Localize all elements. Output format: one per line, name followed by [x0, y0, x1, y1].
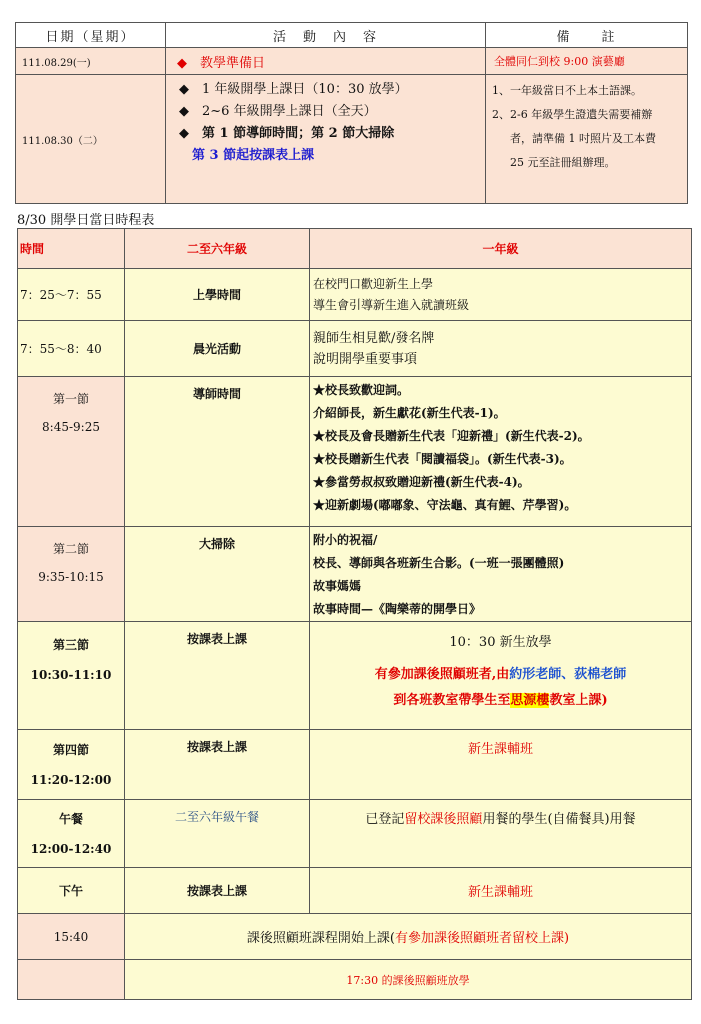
- schedule-header-row: [18, 229, 692, 269]
- grades-2-6-cell: 按課表上課: [125, 730, 310, 800]
- grade-1-cell: 在校門口歡迎新生上學 導生會引導新生進入就讀班級: [310, 269, 692, 321]
- time-cell: 7：55～8：40: [18, 321, 125, 377]
- grades-2-6-cell: 導師時間: [125, 377, 310, 527]
- time-cell: 7：25～7：55: [18, 269, 125, 321]
- header-time: 時間: [18, 229, 125, 269]
- grade-1-cell: 新生課輔班: [310, 868, 692, 914]
- activity-item: ◆ 1 年級開學上課日（10：30 放學）: [176, 79, 485, 101]
- time-cell: [18, 960, 125, 1000]
- activity-list-cell: [166, 75, 486, 204]
- time-cell: 午餐 12:00-12:40: [18, 800, 125, 868]
- merged-cell: 17:30 的課後照顧班放學: [125, 960, 692, 1000]
- grades-2-6-cell: 大掃除: [125, 527, 310, 622]
- schedule-row: [18, 377, 692, 527]
- activity-text: 教學準備日: [200, 55, 266, 71]
- highlight-building: 思源樓: [510, 693, 550, 708]
- grade-1-cell: [310, 622, 692, 730]
- note-cell: 全體同仁到校 9:00 演藝廳: [486, 48, 688, 75]
- time-cell: 第四節 11:20-12:00: [18, 730, 125, 800]
- grade-1-cell: 親師生相見歡/發名牌 說明開學重要事項: [310, 321, 692, 377]
- time-cell: 第二節 9:35-10:15: [18, 527, 125, 622]
- diamond-bullet: ◆: [179, 104, 189, 119]
- calendar-row-0830: [16, 75, 688, 204]
- schedule-row: [18, 527, 692, 622]
- grade-1-cell: 附小的祝福/ 校長、導師與各班新生合影。(一班一張團體照) 故事媽媽 故事時間—《陶樂蒂的開學日》: [310, 527, 692, 622]
- notes-cell: [486, 75, 688, 204]
- schedule-row: [18, 960, 692, 1000]
- time-cell: 下午: [18, 868, 125, 914]
- time-cell: 15:40: [18, 914, 125, 960]
- diamond-bullet: ◆: [179, 126, 189, 141]
- merged-cell: 課後照顧班課程開始上課(有參加課後照顧班者留校上課): [125, 914, 692, 960]
- schedule-row: [18, 868, 692, 914]
- header-grades-2-6: 二至六年級: [125, 229, 310, 269]
- grade-1-cell: 已登記留校課後照顧用餐的學生(自備餐具)用餐: [310, 800, 692, 868]
- schedule-row: [18, 269, 692, 321]
- after-school-note: 到各班教室帶學生至思源樓教室上課): [393, 693, 608, 708]
- grades-2-6-cell: 上學時間: [125, 269, 310, 321]
- time-cell: 第一節 8:45-9:25: [18, 377, 125, 527]
- schedule-table: [17, 228, 692, 1000]
- after-school-note: 有參加課後照顧班者,由約形老師、荻棉老師: [374, 667, 627, 682]
- schedule-row: [18, 730, 692, 800]
- activity-item-blue: 第 3 節起按課表上課: [192, 148, 315, 163]
- grades-2-6-cell: 按課表上課: [125, 622, 310, 730]
- header-date: 日期（星期）: [16, 23, 166, 48]
- note-line: 者，請準備 1 吋照片及工本費: [510, 132, 656, 145]
- header-grade-1: 一年級: [310, 229, 692, 269]
- time-cell: 第三節 10:30-11:10: [18, 622, 125, 730]
- activity-item: ◆ 2~6 年級開學上課日（全天）: [176, 101, 485, 123]
- header-activity: 活 動 內 容: [166, 23, 486, 48]
- grades-2-6-cell: 晨光活動: [125, 321, 310, 377]
- schedule-caption: 8/30 開學日當日時程表: [17, 213, 155, 228]
- calendar-row-0829: [16, 48, 688, 75]
- schedule-row: [18, 622, 692, 730]
- calendar-header-row: [16, 23, 688, 48]
- red-diamond-bullet: ◆: [177, 55, 187, 71]
- schedule-row: [18, 321, 692, 377]
- calendar-table: [15, 22, 688, 204]
- grades-2-6-cell: 二至六年級午餐: [125, 800, 310, 868]
- activity-item: ◆ 第 1 節導師時間；第 2 節大掃除: [176, 123, 485, 145]
- grade-1-cell: 新生課輔班: [310, 730, 692, 800]
- header-note: 備 註: [486, 23, 688, 48]
- note-line: 2、2-6 年級學生證遺失需要補辦: [492, 108, 653, 121]
- date-cell: 111.08.30（二）: [16, 75, 166, 204]
- schedule-row: [18, 914, 692, 960]
- note-line: 25 元至註冊組辦理。: [510, 156, 616, 169]
- activity-cell: [166, 48, 486, 75]
- release-time: 10：30 新生放學: [449, 635, 552, 650]
- grade-1-cell: ★校長致歡迎詞。 介紹師長，新生獻花(新生代表-1)。 ★校長及會長贈新生代表「迎新禮」(新生代表-2)。 ★校長贈新生代表「閱讀福袋」。(新生代表-3)。 ★參當勞叔叔致贈迎新禮(新生代表-4)。 ★迎新劇場(嘟嘟象、守法龜、真有鯉、芹學習)。: [310, 377, 692, 527]
- date-cell: 111.08.29(一): [16, 48, 166, 75]
- grades-2-6-cell: 按課表上課: [125, 868, 310, 914]
- note-line: 1、一年級當日不上本土語課。: [492, 84, 642, 97]
- diamond-bullet: ◆: [179, 82, 189, 97]
- schedule-row: [18, 800, 692, 868]
